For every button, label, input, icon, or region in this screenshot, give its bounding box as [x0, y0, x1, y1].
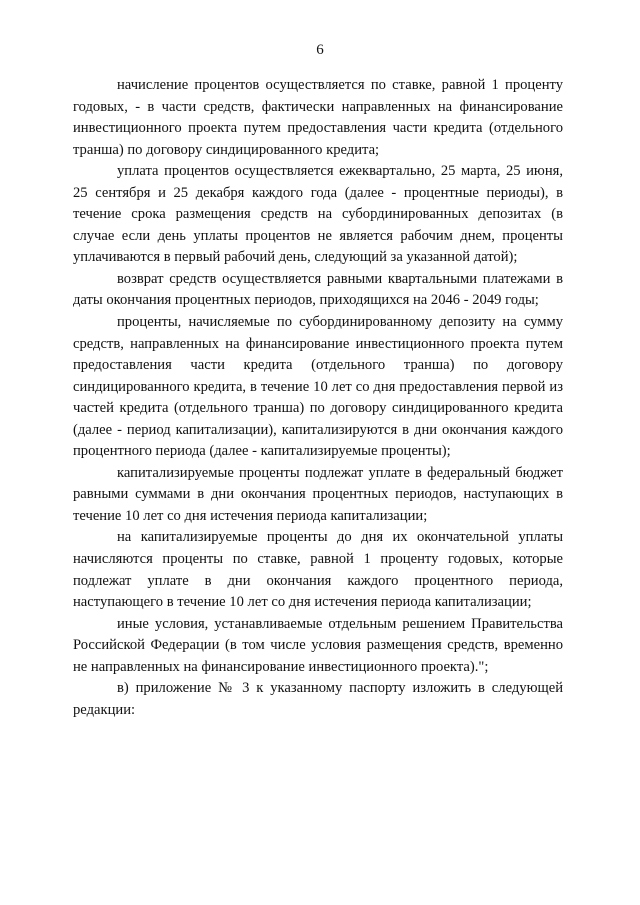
paragraph-interest-accrual: начисление процентов осуществляется по ставке, равной 1 проценту годовых, - в части средств, фактически направленных на финансирование инвестиционного проекта путем предоставления части кредита (отдельного транша) по договору синдицированного кредита; [73, 77, 563, 158]
paragraph-capitalization: проценты, начисляемые по субординированному депозиту на сумму средств, направленных на финансирование инвестиционного проекта путем предоставления части кредита (отдельного транша) по договору синдицированного кредита, в течение 10 лет со дня предоставления первой из частей кредита (отдельного транша) по договору синдицированного кредита (далее - период капитализации), капитализируются в дни окончания каждого процентного периода (далее - капитализируемые проценты); [73, 314, 563, 460]
paragraph-interest-payment: уплата процентов осуществляется ежеквартально, 25 марта, 25 июня, 25 сентября и 25 декабря каждого года (далее - процентные периоды), в течение срока размещения средств на субординированных депозитах (в случае если день уплаты процентов не является рабочим днем, проценты уплачиваются в первый рабочий день, следующий за указанной датой); [73, 163, 563, 266]
paragraph-repayment: возврат средств осуществляется равными квартальными платежами в даты окончания процентных периодов, приходящихся на 2046 - 2049 годы; [73, 270, 563, 309]
paragraph-capitalized-payment: капитализируемые проценты подлежат уплате в федеральный бюджет равными суммами в дни окончания процентных периодов, наступающих в течение 10 лет со дня истечения периода капитализации; [73, 464, 563, 524]
document-body [73, 75, 563, 721]
paragraph-capitalized-interest-rate: на капитализируемые проценты до дня их окончательной уплаты начисляются проценты по ставке, равной 1 проценту годовых, которые подлежат уплате в дни окончания каждого процентного периода, наступающего в течение 10 лет со дня истечения периода капитализации; [73, 529, 563, 611]
page-number: 6 [316, 42, 324, 58]
paragraph-appendix-3: в) приложение № 3 к указанному паспорту изложить в следующей редакции: [73, 680, 563, 718]
paragraph-other-conditions: иные условия, устанавливаемые отдельным решением Правительства Российской Федерации (в том числе условия размещения средств, временно не направленных на финансирование инвестиционного проекта)."; [73, 615, 563, 675]
